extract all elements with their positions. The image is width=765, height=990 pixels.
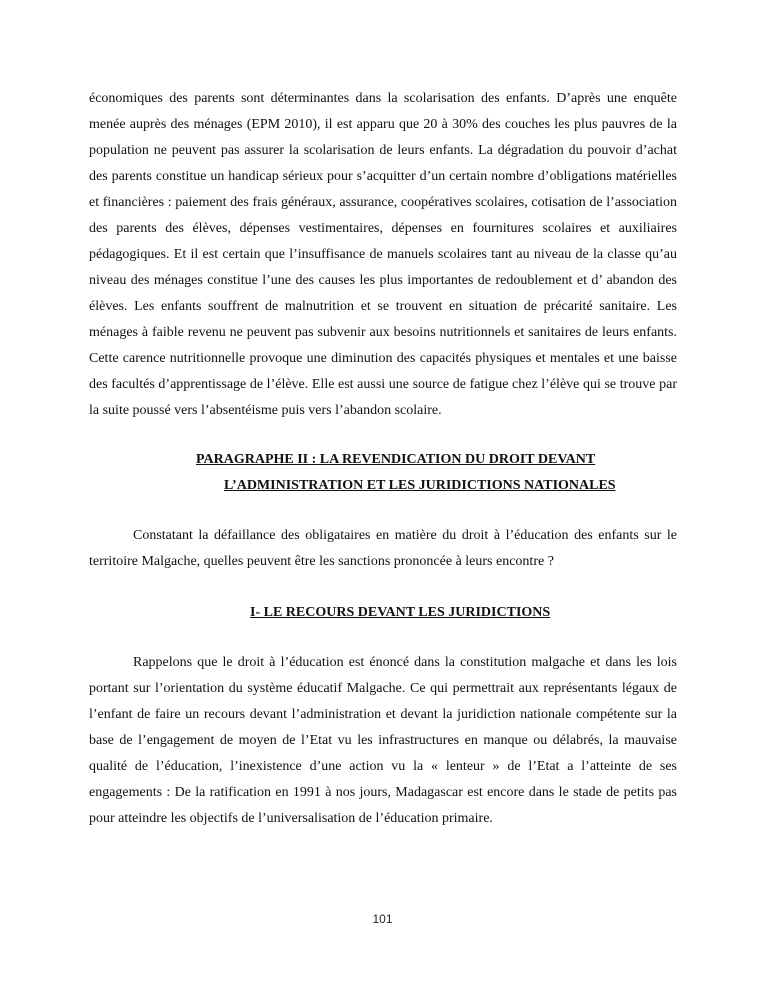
paragraph-intro: économiques des parents sont déterminantes dans la scolarisation des enfants. D’après une enquête menée auprès des ménages (EPM 2010), il est apparu que 20 à 30% des couches les plus pauvres de la population ne peuvent pas assurer la scolarisation de leurs enfants. La dégradation du pouvoir d’achat des parents constitue un handicap sérieux pour s’acquitter d’un certain nombre d’obligations matérielles et financières : paiement des frais généraux, assurance, coopératives scolaires, cotisation de l’association des parents des élèves, dépenses vestimentaires, dépenses en fournitures scolaires et auxiliaires pédagogiques. Et il est certain que l’insuffisance de manuels scolaires tant au niveau de la classe qu’au niveau des ménages constitue l’une des causes les plus importantes de redoublement et d’ abandon des élèves. Les enfants souffrent de malnutrition et se trouvent en situation de précarité sanitaire. Les ménages à faible revenu ne peuvent pas subvenir aux besoins nutritionnels et sanitaires de leurs enfants. Cette carence nutritionnelle provoque une diminution des capacités physiques et mentales et une baisse des facultés d’apprentissage de l’élève. Elle est aussi une source de fatigue chez l’élève qui se trouve par la suite poussé vers l’absentéisme puis vers l’abandon scolaire.: [89, 91, 677, 418]
page-number: 101: [372, 912, 393, 926]
section-heading-line-2: L’ADMINISTRATION ET LES JURIDICTIONS NATIONALES: [224, 478, 616, 493]
paragraph-question: Constatant la défaillance des obligataires en matière du droit à l’éducation des enfants sur le territoire Malgache, quelles peuvent être les sanctions prononcée à leurs encontre ?: [89, 528, 677, 569]
section-heading: [89, 447, 677, 499]
section-heading-line-1: PARAGRAPHE II : LA REVENDICATION DU DROIT DEVANT: [196, 452, 596, 467]
subsection-heading: I- LE RECOURS DEVANT LES JURIDICTIONS: [250, 605, 551, 620]
paragraph-recourse: Rappelons que le droit à l’éducation est énoncé dans la constitution malgache et dans les lois portant sur l’orientation du système éducatif Malgache. Ce qui permettrait aux représentants légaux de l’enfant de faire un recours devant l’administration et devant la juridiction nationale compétente sur la base de l’engagement de moyen de l’Etat vu les infrastructures en manque ou délabrés, la mauvaise qualité de l’éducation, l’inexistence d’une action vu la « lenteur » de l’Etat a l’atteinte de ses engagements : De la ratification en 1991 à nos jours, Madagascar est encore dans le stade de petits pas pour atteindre les objectifs de l’universalisation de l’éducation primaire.: [89, 655, 677, 826]
document-page: [89, 86, 677, 832]
